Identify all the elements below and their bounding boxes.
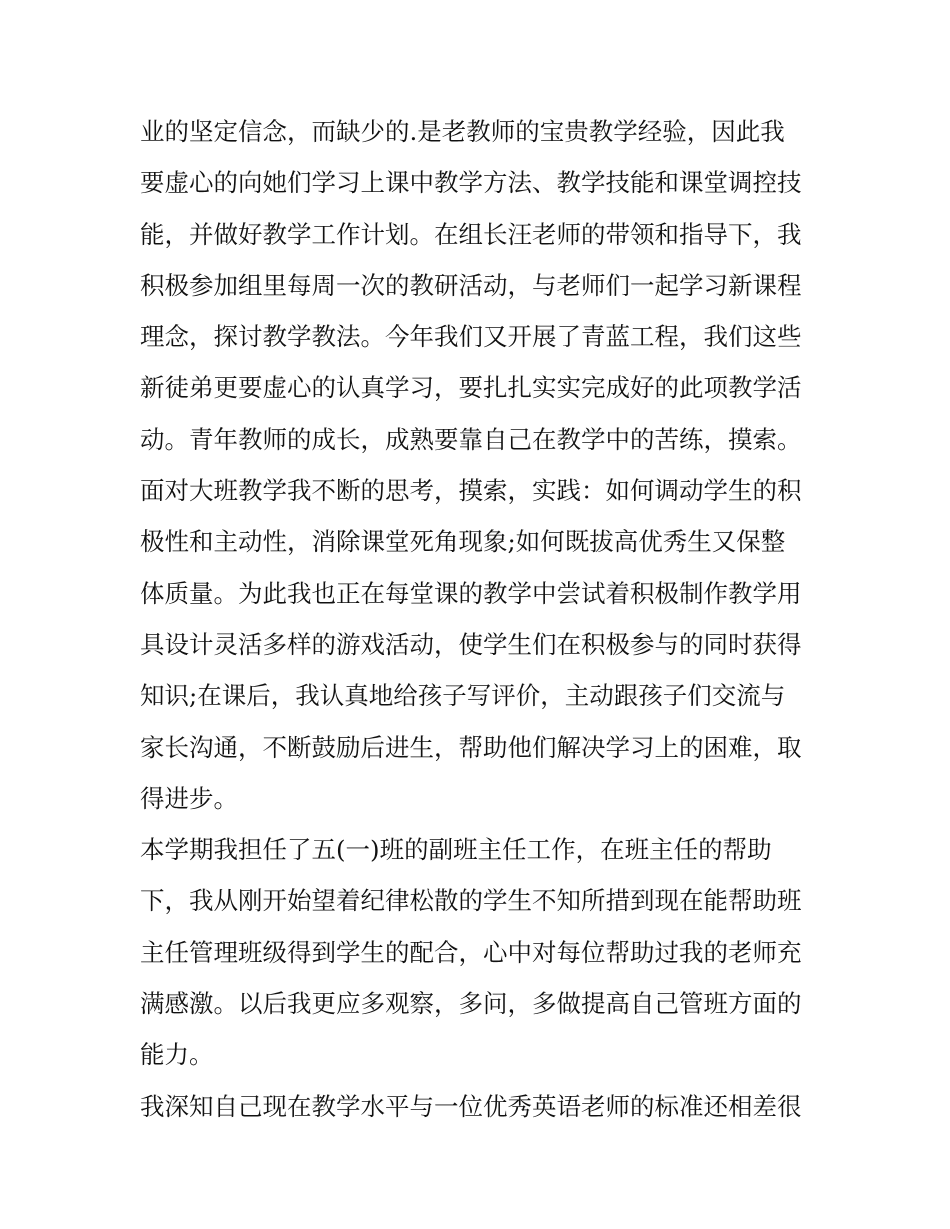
text-line: 体质量。为此我也正在每堂课的教学中尝试着积极制作教学用	[140, 578, 802, 608]
text-line: 我深知自己现在教学水平与一位优秀英语老师的标准还相差很	[140, 1091, 802, 1121]
body-text	[140, 106, 820, 1132]
text-line: 极性和主动性，消除课堂死角现象;如何既拔高优秀生又保整	[140, 527, 786, 557]
text-line: 满感激。以后我更应多观察，多问，多做提高自己管班方面的	[140, 989, 802, 1019]
text-line: 下，我从刚开始望着纪律松散的学生不知所措到现在能帮助班	[140, 886, 802, 916]
text-line: 面对大班教学我不断的思考，摸索，实践：如何调动学生的积	[140, 476, 802, 506]
text-line: 要虚心的向她们学习上课中教学方法、教学技能和课堂调控技	[140, 168, 802, 198]
text-line: 业的坚定信念，而缺少的.是老教师的宝贵教学经验，因此我	[140, 117, 785, 146]
text-line: 知识;在课后，我认真地给孩子写评价，主动跟孩子们交流与	[140, 681, 786, 711]
text-line: 新徒弟更要虚心的认真学习，要扎扎实实完成好的此项教学活	[140, 373, 802, 403]
text-line: 本学期我担任了五(一)班的副班主任工作，在班主任的帮助	[140, 835, 772, 865]
text-line: 积极参加组里每周一次的教研活动，与老师们一起学习新课程	[140, 270, 802, 300]
text-line: 家长沟通，不断鼓励后进生，帮助他们解决学习上的困难，取	[140, 732, 802, 762]
text-line: 得进步。	[140, 783, 238, 813]
text-line: 具设计灵活多样的游戏活动，使学生们在积极参与的同时获得	[140, 629, 802, 659]
text-line: 主任管理班级得到学生的配合，心中对每位帮助过我的老师充	[140, 937, 802, 967]
text-line: 动。青年教师的成长，成熟要靠自己在教学中的苦练，摸索。	[140, 424, 802, 454]
text-line: 理念，探讨教学教法。今年我们又开展了青蓝工程，我们这些	[140, 322, 802, 352]
text-line: 能力。	[140, 1040, 214, 1070]
text-line: 能，并做好教学工作计划。在组长汪老师的带领和指导下，我	[140, 219, 802, 249]
